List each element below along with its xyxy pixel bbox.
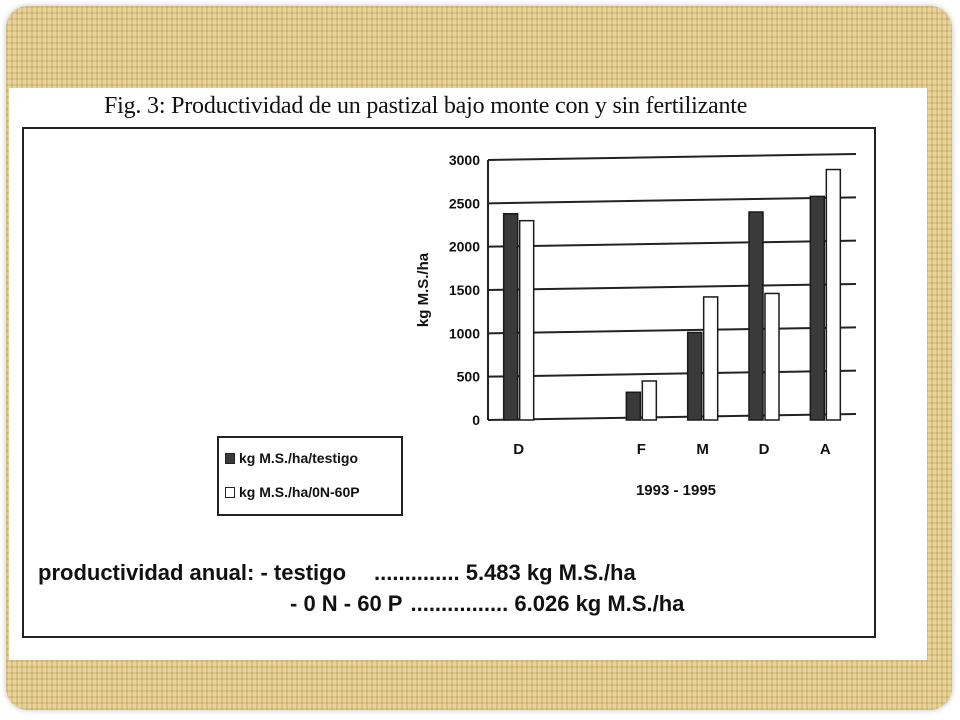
gridline-1500 <box>488 284 856 290</box>
gridline-2500 <box>488 197 856 203</box>
figure-title: Fig. 3: Productividad de un pastizal bajo monte con y sin fertilizante <box>104 93 748 119</box>
x-tick-label: D <box>758 441 770 458</box>
legend-item-fertilizado <box>225 484 360 500</box>
annual-dots-testigo: .............. <box>374 560 460 585</box>
x-tick-label: F <box>636 441 646 458</box>
legend-item-testigo <box>225 450 358 466</box>
annual-value-fertilizado: 6.026 kg M.S./ha <box>514 591 685 616</box>
x-tick-label: D <box>513 441 525 458</box>
y-axis-label: kg M.S./ha <box>415 252 432 328</box>
legend-swatch-fertilizado <box>225 487 235 498</box>
annual-label-fertilizado: - 0 N - 60 P <box>290 591 403 616</box>
bar-fertilizado <box>765 293 779 420</box>
chart-bars <box>504 170 841 420</box>
gridline-3000 <box>488 154 856 160</box>
bar-testigo <box>504 214 518 420</box>
y-tick-label: 1500 <box>448 282 480 298</box>
gridline-500 <box>488 371 856 377</box>
bar-fertilizado <box>826 170 840 420</box>
annual-productivity-testigo <box>38 560 636 586</box>
bar-fertilizado <box>520 221 534 420</box>
y-tick-label: 500 <box>456 368 480 385</box>
legend-label-fertilizado: kg M.S./ha/0N-60P <box>239 484 360 500</box>
x-tick-label: A <box>819 441 831 458</box>
annual-productivity-fertilizado <box>290 591 684 617</box>
gridline-2000 <box>488 241 856 247</box>
x-tick-label: M <box>696 441 709 458</box>
legend-swatch-testigo <box>225 453 235 464</box>
annual-dots-fertilizado: ................ <box>410 591 509 616</box>
chart-grid <box>488 154 856 420</box>
bar-fertilizado <box>642 381 656 420</box>
x-axis-label: 1993 - 1995 <box>635 482 717 499</box>
legend-label-testigo: kg M.S./ha/testigo <box>239 450 359 466</box>
y-tick-label: 0 <box>472 412 480 428</box>
annual-value-testigo: 5.483 kg M.S./ha <box>465 560 636 585</box>
bar-testigo <box>810 196 824 420</box>
y-tick-label: 1000 <box>448 325 480 342</box>
bar-fertilizado <box>704 297 718 420</box>
y-tick-label: 3000 <box>448 152 480 168</box>
bar-testigo <box>626 392 640 420</box>
gridline-1000 <box>488 327 856 333</box>
y-tick-label: 2000 <box>448 238 480 255</box>
y-tick-label: 2500 <box>448 195 480 212</box>
bar-testigo <box>688 332 702 420</box>
chart-legend <box>217 436 403 516</box>
annual-label-testigo: productividad anual: - testigo <box>38 560 347 585</box>
gridline-0 <box>488 414 856 420</box>
bar-testigo <box>749 212 763 420</box>
